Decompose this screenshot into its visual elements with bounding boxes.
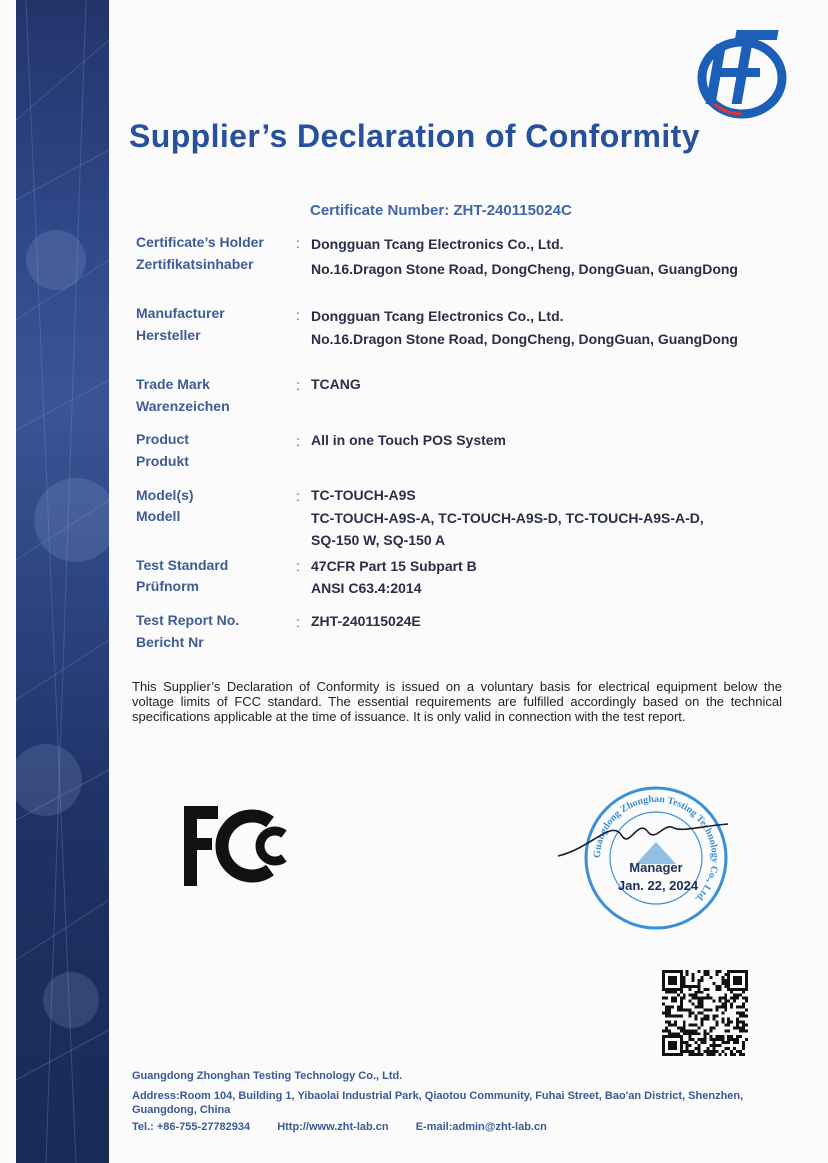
field-colon: :	[296, 558, 300, 574]
certificate-number: Certificate Number: ZHT-240115024C	[310, 202, 572, 219]
document-title: Supplier’s Declaration of Conformity	[129, 118, 700, 154]
field-label-en: Manufacturer	[136, 305, 225, 321]
field-label-de: Produkt	[136, 453, 189, 469]
field-value-line: Dongguan Tcang Electronics Co., Ltd.	[311, 308, 564, 324]
field-label-en: Test Report No.	[136, 612, 240, 628]
field-value-line: All in one Touch POS System	[311, 432, 506, 448]
field-colon: :	[296, 377, 300, 393]
field-value-line: SQ-150 W, SQ-150 A	[311, 532, 446, 548]
field-label-en: Trade Mark	[136, 376, 210, 392]
footer-contact	[132, 1121, 571, 1133]
field-value-line: TC-TOUCH-A9S-A, TC-TOUCH-A9S-D, TC-TOUCH-A9S-A-D,	[311, 510, 704, 526]
field-value-line: ZHT-240115024E	[311, 613, 421, 629]
field-value-line: No.16.Dragon Stone Road, DongCheng, DongGuan, GuangDong	[311, 261, 738, 277]
field-colon: :	[296, 488, 300, 504]
qr-code	[662, 970, 748, 1056]
field-label-de: Zertifikatsinhaber	[136, 256, 254, 272]
field-value-line: TC-TOUCH-A9S	[311, 487, 416, 503]
footer-email: E-mail:admin@zht-lab.cn	[415, 1121, 547, 1133]
stamp-date: Jan. 22, 2024	[617, 878, 699, 893]
field-value-line: ANSI C63.4:2014	[311, 580, 422, 596]
field-label-de: Bericht Nr	[136, 634, 204, 650]
field-label-de: Warenzeichen	[136, 398, 230, 414]
field-colon: :	[296, 614, 300, 630]
field-value-line: No.16.Dragon Stone Road, DongCheng, DongGuan, GuangDong	[311, 331, 738, 347]
stamp-ring-text: Guangdong Zhonghan Testing Technology Co., Ltd.	[591, 793, 721, 905]
official-stamp	[552, 778, 744, 938]
field-label-en: Certificate’s Holder	[136, 234, 264, 250]
field-label-de: Hersteller	[136, 327, 201, 343]
field-label-de: Prüfnorm	[136, 578, 199, 594]
field-label-en: Product	[136, 431, 189, 447]
stamp-role: Manager	[629, 860, 683, 875]
field-colon: :	[296, 307, 300, 323]
field-value-line: 47CFR Part 15 Subpart B	[311, 558, 477, 574]
zht-lab-logo	[690, 22, 788, 120]
footer-company: Guangdong Zhonghan Testing Technology Co., Ltd.	[132, 1070, 403, 1082]
field-colon: :	[296, 433, 300, 449]
field-label-en: Test Standard	[136, 557, 229, 573]
footer-web: Http://www.zht-lab.cn	[277, 1121, 389, 1133]
field-label-en: Model(s)	[136, 487, 194, 503]
footer-tel: Tel.: +86-755-27782934	[132, 1121, 251, 1133]
footer-address-line1: Address:Room 104, Building 1, Yibaolai Industrial Park, Qiaotou Community, Fuhai Street, Bao'an District, Shenzhen,	[132, 1090, 744, 1102]
field-value-line: TCANG	[311, 376, 361, 392]
decorative-side-band	[16, 0, 109, 1163]
conformity-statement: This Supplier’s Declaration of Conformity is issued on a voluntary basis for electrical equipment below the voltage limits of FCC standard. The essential requirements are fulfilled accordingly based on the technical specifications applicable at the time of issuance. It is only valid in connection with the test report.	[132, 679, 782, 724]
field-value-line: Dongguan Tcang Electronics Co., Ltd.	[311, 236, 564, 252]
field-colon: :	[296, 235, 300, 251]
field-label-de: Modell	[136, 508, 181, 524]
fcc-logo	[180, 800, 298, 890]
footer-address-line2: Guangdong, China	[132, 1104, 231, 1116]
